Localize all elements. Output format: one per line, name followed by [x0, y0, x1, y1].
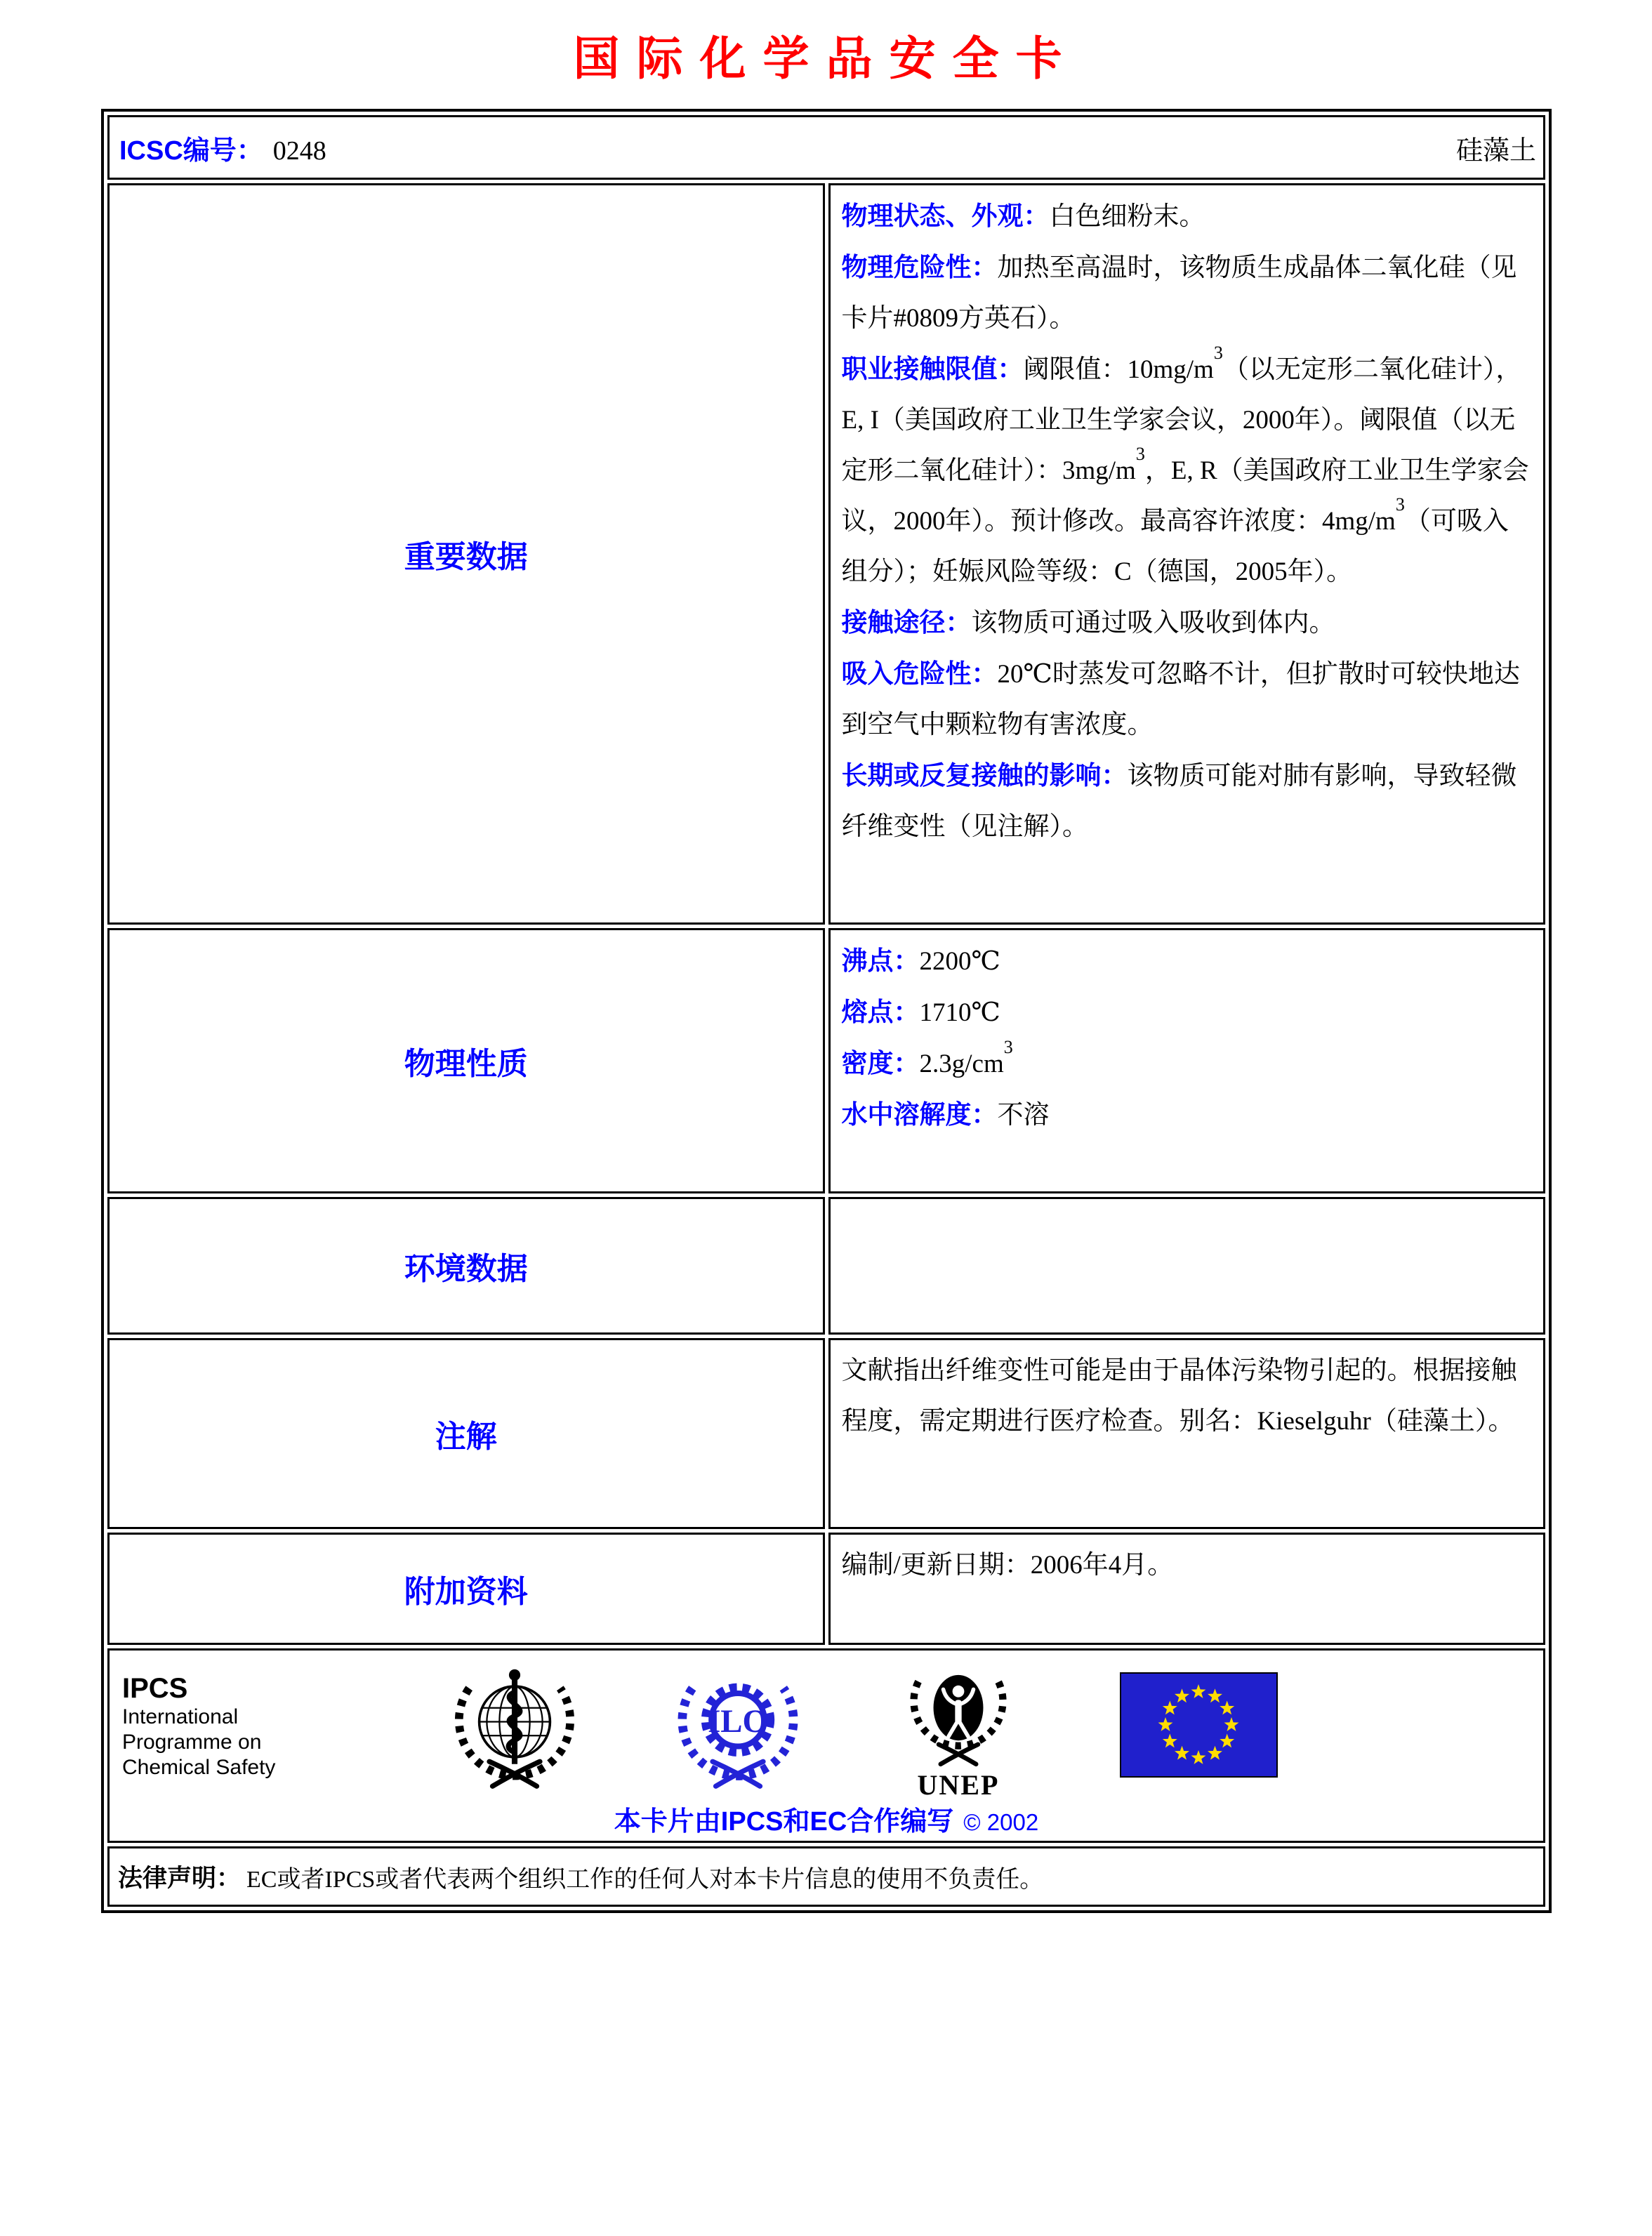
- footer-copyright: © 2002: [963, 1809, 1039, 1835]
- icsc-card-table: [101, 109, 1552, 1913]
- field-value: 20℃时蒸发可忽略不计，但扩散时可较快地达到空气中颗粒物有害浓度。: [841, 660, 1520, 739]
- ipcs-acronym: IPCS: [122, 1673, 188, 1704]
- field-label: 吸入危险性：: [841, 659, 998, 688]
- important-data-row: [107, 183, 1545, 925]
- notes-row: [107, 1338, 1545, 1529]
- unep-logo-block: [902, 1654, 1015, 1799]
- ipcs-text-block: [122, 1672, 368, 1780]
- ilo-logo-icon: [668, 1655, 807, 1798]
- text-line: [842, 1540, 1534, 1591]
- page-title: 国际化学品安全卡: [573, 32, 1079, 84]
- field-value: 阈限值：10mg/m: [1023, 355, 1214, 384]
- ipcs-line-3: Chemical Safety: [122, 1756, 276, 1779]
- text-line: [842, 191, 1534, 242]
- field-label: 密度：: [841, 1049, 920, 1078]
- superscript-text: 3: [1213, 342, 1223, 363]
- field-value: 加热至高温时，该物质生成晶体二氧化硅（见卡片#0809方英石）。: [841, 253, 1517, 333]
- field-value: （以无定形二氧化硅计），E, I（美国政府工业卫生学家会议，2000年）。阈限值（以无定形二氧化硅计）：3mg/m: [841, 355, 1522, 485]
- field-value: 2.3g/cm: [919, 1050, 1004, 1078]
- icsc-number-label: ICSC编号：: [119, 135, 263, 166]
- svg-text:ILO: ILO: [708, 1702, 768, 1740]
- physical-properties-content: [828, 928, 1546, 1193]
- text-line: [842, 750, 1534, 852]
- environmental-data-content: [828, 1197, 1546, 1335]
- environmental-data-row: [107, 1197, 1545, 1335]
- additional-info-row: [107, 1533, 1545, 1645]
- field-value: 不溶: [997, 1101, 1050, 1130]
- important-data-label: 重要数据: [107, 183, 825, 925]
- physical-properties-row: [107, 928, 1545, 1193]
- field-label: 长期或反复接触的影响：: [841, 761, 1128, 790]
- footer-caption-text: 本卡片由IPCS和EC合作编写: [614, 1807, 954, 1837]
- text-line: [842, 1038, 1534, 1090]
- substance-name: 硅藻土: [1455, 135, 1536, 166]
- environmental-data-label: 环境数据: [107, 1197, 825, 1335]
- legal-cell: [107, 1846, 1545, 1907]
- field-label: 接触途径：: [841, 608, 972, 637]
- superscript-text: 3: [1135, 443, 1145, 464]
- field-value: 该物质可能对肺有影响，导致轻微纤维变性（见注解）。: [841, 762, 1517, 841]
- text-line: [842, 1346, 1534, 1447]
- superscript-text: 3: [1395, 494, 1405, 515]
- field-label: 水中溶解度：: [841, 1100, 998, 1129]
- field-value: ，E, R（美国政府工业卫生学家会议，2000年）。预计修改。最高容许浓度：4mg/m: [841, 456, 1529, 536]
- field-label: 沸点：: [841, 946, 920, 975]
- text-line: [842, 344, 1534, 597]
- field-label: 物理危险性：: [841, 253, 998, 282]
- important-data-content: [828, 183, 1546, 925]
- text-line: [842, 597, 1534, 649]
- header-cell: [107, 115, 1545, 180]
- text-line: [842, 987, 1534, 1038]
- legal-row: [107, 1846, 1545, 1907]
- ipcs-line-1: International: [122, 1705, 239, 1728]
- ipcs-line-2: Programme on: [122, 1731, 262, 1754]
- footer-cell: [107, 1648, 1545, 1843]
- legal-label: 法律声明：: [118, 1865, 242, 1892]
- footer-row: [107, 1648, 1545, 1843]
- field-value: 1710℃: [919, 998, 1000, 1027]
- unep-logo-icon: [902, 1654, 1015, 1772]
- icsc-number-value: 0248: [272, 135, 326, 166]
- superscript-text: 3: [1003, 1036, 1013, 1057]
- field-label: 物理状态、外观：: [841, 201, 1050, 230]
- text-line: [842, 1090, 1534, 1141]
- text-line: [842, 649, 1534, 750]
- additional-info-content: [828, 1533, 1546, 1645]
- field-value: 2200℃: [919, 947, 1000, 976]
- unep-caption: UNEP: [917, 1768, 1000, 1801]
- who-logo-icon: [445, 1655, 584, 1798]
- field-value: 编制/更新日期：2006年4月。: [841, 1551, 1174, 1580]
- icsc-number-group: [119, 128, 326, 167]
- field-value: 文献指出纤维变性可能是由于晶体污染物引起的。根据接触程度，需定期进行医疗检查。别名：Kieselguhr（硅藻土）。: [841, 1356, 1517, 1436]
- text-line: [842, 936, 1534, 987]
- field-value: 该物质可通过吸入吸收到体内。: [971, 609, 1335, 637]
- footer-caption: [110, 1799, 1543, 1838]
- physical-properties-label: 物理性质: [107, 928, 825, 1193]
- field-label: 职业接触限值：: [841, 355, 1024, 383]
- header-row: [107, 115, 1545, 180]
- eu-flag-icon: [1120, 1672, 1278, 1781]
- additional-info-label: 附加资料: [107, 1533, 825, 1645]
- legal-text: EC或者IPCS或者代表两个组织工作的任何人对本卡片信息的使用不负责任。: [246, 1866, 1044, 1893]
- field-value: 白色细粉末。: [1049, 202, 1205, 231]
- field-label: 熔点：: [841, 998, 920, 1026]
- notes-content: [828, 1338, 1546, 1529]
- field-value: （可吸入组分）；妊娠风险等级：C（德国，2005年）。: [841, 507, 1509, 586]
- notes-label: 注解: [107, 1338, 825, 1529]
- text-line: [842, 242, 1534, 344]
